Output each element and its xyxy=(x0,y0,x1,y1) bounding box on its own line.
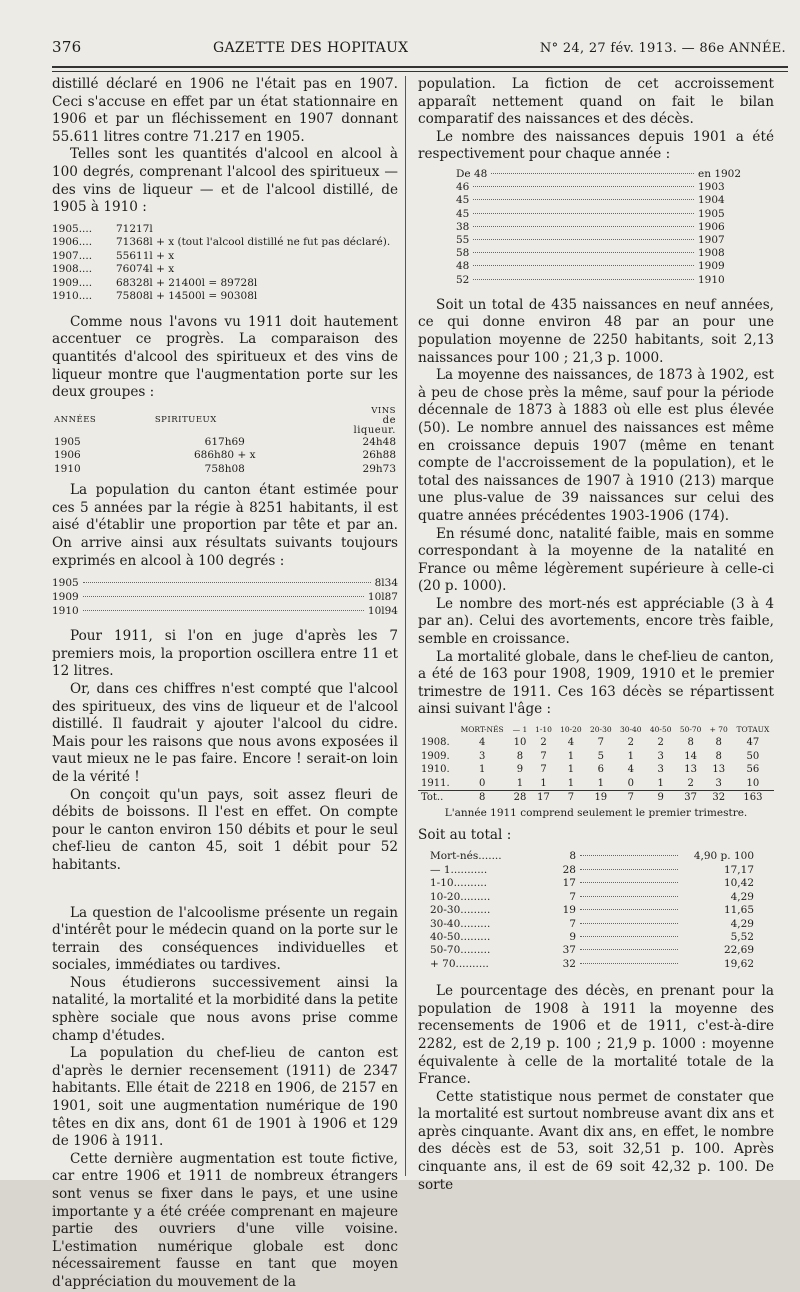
value-cell: 163 xyxy=(743,792,763,804)
birth-count: De 48 xyxy=(456,167,488,180)
value: 10l94 xyxy=(367,605,398,618)
paragraph: En résumé donc, natalité faible, mais en somme correspondant à la moyenne de la natalité en France ou même légèrement supérieure à celle-ci (20 p. 1000). xyxy=(418,525,774,595)
col-header: ANNÉES xyxy=(54,415,97,426)
list-item xyxy=(52,576,398,590)
birth-year: 1905 xyxy=(698,207,725,220)
col-header: 50-70 xyxy=(679,725,702,735)
value-cell: 7 xyxy=(597,737,604,749)
row-label: 1911. xyxy=(418,777,456,791)
table-row xyxy=(52,263,390,277)
list-item xyxy=(456,208,736,221)
paragraph: population. La fiction de cet accroissement apparaît nettement quand on fait le bilan comparatif des naissances et des décès. xyxy=(418,76,774,128)
row-label: 1910. xyxy=(421,764,450,776)
paragraph: La mortalité globale, dans le chef-lieu de canton, a été de 163 pour 1908, 1909, 1910 et le premier trimestre de 1911. Ces 163 décès se répartissent ainsi suivant l'âge : xyxy=(418,648,774,718)
col-header: 30-40 xyxy=(619,725,642,735)
value-cell: 7 xyxy=(627,792,634,804)
table-row xyxy=(52,236,390,250)
age-group: 1-10.......... xyxy=(430,877,487,890)
paragraph: La moyenne des naissances, de 1873 à 1902, est à peu de chose près la même, sauf pour la période décennale de 1873 à 1883 où elle est plus élevée (50). Le nombre annuel des naissances est même en croissance depuis 1907 (même en tenant compte de l'accroissement de la population), et le total des naissances de 1907 à 1910 (213) marque une plus-value de 39 naissances sur celui des quatre années précédentes 1903-1906 (174). xyxy=(418,367,774,524)
leader-dots xyxy=(580,896,678,897)
value-cell: 3 xyxy=(706,777,732,791)
value-cell: 4 xyxy=(627,764,634,776)
year-cell: 1907.... xyxy=(52,249,93,262)
wine-cell: 29h73 xyxy=(362,462,396,475)
birth-year: 1906 xyxy=(698,220,725,233)
value-cell: 76074l + x xyxy=(116,263,175,276)
list-item xyxy=(430,864,754,877)
col-header xyxy=(418,723,456,736)
list-item xyxy=(456,194,736,207)
birth-year: 1907 xyxy=(698,233,725,246)
value-cell: 3 xyxy=(478,750,486,762)
percentage: 5,52 xyxy=(730,930,754,943)
list-item xyxy=(430,904,754,917)
row-label: Tot.. xyxy=(421,792,444,804)
percentage: 22,69 xyxy=(723,944,754,957)
paragraph: Soit un total de 435 naissances en neuf années, ce qui donne environ 48 par an pour une population moyenne de 2250 habitants, soit 2,13 naissances pour 100 ; 21,3 p. 1000. xyxy=(418,296,774,366)
totals-title: Soit au total : xyxy=(418,826,512,843)
value-cell: 8 xyxy=(715,750,722,762)
leader-dots xyxy=(473,252,694,253)
leader-dots xyxy=(491,173,694,174)
value-cell: 68328l + 21400l = 89728l xyxy=(116,276,258,289)
value-cell: 71368l + x (tout l'alcool distillé ne fut pas déclaré). xyxy=(116,236,391,249)
list-item xyxy=(430,944,754,957)
col-header: SPIRITUEUX xyxy=(154,415,217,426)
value-cell: 0 xyxy=(456,777,509,791)
value-cell: 1 xyxy=(627,750,634,762)
leader-dots xyxy=(473,213,694,214)
column-separator xyxy=(405,76,406,1176)
list-item xyxy=(456,221,736,234)
paragraph: Cette dernière augmentation est toute fictive, car entre 1906 et 1911 de nombreux étrangers sont venus se fixer dans le pays, et une usine importante y a été créée comprenant en majeure partie des ouvriers d'une ville voisine. L'estimation numérique globale est donc nécessairement fausse en tant que moyen d'appréciation du mouvement de la xyxy=(52,1150,398,1290)
col-header: 1-10 xyxy=(535,725,552,735)
list-item xyxy=(456,260,736,273)
birth-count: 58 xyxy=(456,247,470,260)
table-note: L'année 1911 comprend seulement le premier trimestre. xyxy=(444,807,748,820)
value-cell: 28 xyxy=(513,792,527,804)
value-cell: 3 xyxy=(657,764,664,776)
year-cell: 1908.... xyxy=(52,263,93,276)
age-group: 50-70......... xyxy=(430,944,491,957)
list-item xyxy=(456,247,736,260)
value-cell: 2 xyxy=(676,777,706,791)
value-cell: 1 xyxy=(567,750,575,762)
table-row xyxy=(418,736,774,749)
paragraph: Comme nous l'avons vu 1911 doit hautement accentuer ce progrès. La comparaison des quantités d'alcool des spiritueux et des vins de liqueur montre que l'augmentation porte sur les deux groupes : xyxy=(52,313,398,401)
table-row xyxy=(52,449,398,463)
col-header: 10-20 xyxy=(560,725,582,735)
spirits-cell: 686h80 + x xyxy=(193,449,256,462)
value-cell: 10 xyxy=(732,777,774,791)
value-cell: 7 xyxy=(567,792,575,804)
list-item xyxy=(430,918,754,931)
list-item xyxy=(430,958,754,971)
value-cell: 13 xyxy=(684,764,697,776)
percentage: 10,42 xyxy=(723,877,754,890)
value-cell: 13 xyxy=(712,764,726,776)
value-cell: 32 xyxy=(712,792,726,804)
paragraph: Le nombre des mort-nés est appréciable (3 à 4 par an). Celui des avortements, encore très faible, semble en croissance. xyxy=(418,595,774,648)
age-group: Mort-nés....... xyxy=(430,850,502,863)
value-count: 17 xyxy=(562,877,576,890)
col-header: — 1 xyxy=(512,725,528,735)
year-cell: 1905 xyxy=(54,435,81,448)
leader-dots xyxy=(580,909,678,910)
value: 8l34 xyxy=(374,577,398,590)
table-row xyxy=(52,223,390,237)
age-group: — 1........... xyxy=(430,863,488,876)
value-count: 28 xyxy=(562,863,576,876)
row-label: 1909. xyxy=(421,750,450,762)
value-cell: 4 xyxy=(478,737,486,749)
issue-info: N° 24, 27 fév. 1913. — 86e ANNÉE. xyxy=(539,41,786,56)
age-group: 30-40......... xyxy=(430,917,491,930)
birth-year: 1910 xyxy=(698,273,725,286)
value-cell: 6 xyxy=(597,764,604,776)
wine-cell: 24h48 xyxy=(362,435,396,448)
spirits-wine-table xyxy=(52,406,398,477)
value-cell: 9 xyxy=(657,792,664,804)
table-row xyxy=(52,463,398,477)
list-item xyxy=(456,234,736,247)
value-cell: 10 xyxy=(513,737,527,749)
percentage: 4,29 xyxy=(730,890,754,903)
age-group: 40-50......... xyxy=(430,930,491,943)
value: 10l87 xyxy=(367,591,398,604)
percentage: 11,65 xyxy=(723,904,754,917)
birth-count: 45 xyxy=(456,207,470,220)
paragraph: La population du canton étant estimée pour ces 5 années par la régie à 8251 habitants, il est aisé d'établir une proportion par tête et par an. On arrive ainsi aux résultats suivants toujours exprimés en alcool à 100 degrés : xyxy=(52,482,398,569)
birth-count: 38 xyxy=(456,220,470,233)
value-cell: 1 xyxy=(556,777,586,791)
value-cell: 55611l + x xyxy=(116,249,175,262)
age-group: 20-30......... xyxy=(430,904,491,917)
value-cell: 7 xyxy=(540,764,547,776)
paragraph: La question de l'alcoolisme présente un regain d'intérêt pour le médecin quand on la porte sur le terrain des conséquences individuelles et sociales, immédiates ou tardives. xyxy=(52,904,398,974)
value-cell: 7 xyxy=(540,750,547,762)
col-header: + 70 xyxy=(709,725,728,735)
year-cell: 1910.... xyxy=(52,290,93,303)
leader-dots xyxy=(580,855,678,856)
leader-dots xyxy=(473,199,694,200)
year: 1910 xyxy=(52,605,79,618)
value-count: 7 xyxy=(569,890,576,903)
alcohol-by-year-table xyxy=(52,223,390,304)
percentage: 4,29 xyxy=(730,917,754,930)
leader-dots xyxy=(473,279,694,280)
value-cell: 75808l + 14500l = 90308l xyxy=(116,290,258,303)
paragraph: Pour 1911, si l'on en juge d'après les 7 premiers mois, la proportion oscillera entre 11 et 12 litres. xyxy=(52,628,398,680)
value-count: 9 xyxy=(569,930,576,943)
value-count: 32 xyxy=(562,957,576,970)
spirits-cell: 617h69 xyxy=(204,435,245,448)
leader-dots xyxy=(580,869,678,870)
col-header: TOTAUX xyxy=(736,725,770,735)
value-cell: 3 xyxy=(657,750,664,762)
percentage: 4,90 p. 100 xyxy=(693,850,754,863)
birth-count: 52 xyxy=(456,273,470,286)
birth-year: 1904 xyxy=(698,194,725,207)
value-cell: 14 xyxy=(684,750,697,762)
table-row xyxy=(418,763,774,776)
value-cell: 56 xyxy=(746,764,760,776)
year-cell: 1910 xyxy=(54,462,81,475)
list-item xyxy=(456,274,736,287)
value-cell: 47 xyxy=(746,737,760,749)
list-item xyxy=(430,877,754,890)
year-cell: 1909.... xyxy=(52,276,93,289)
value-cell: 2 xyxy=(627,737,634,749)
page-number: 376 xyxy=(52,38,82,56)
header-rule xyxy=(52,66,788,72)
paragraph: Telles sont les quantités d'alcool en alcool à 100 degrés, comprenant l'alcool des spiritueux — des vins de liqueur — et de l'alcool distillé, de 1905 à 1910 : xyxy=(52,146,398,216)
journal-title: GAZETTE DES HOPITAUX xyxy=(213,40,409,56)
value-cell: 8 xyxy=(687,737,694,749)
year-cell: 1905.... xyxy=(52,222,93,235)
leader-dots xyxy=(580,923,678,924)
paragraph: distillé déclaré en 1906 ne l'était pas en 1907. Ceci s'accuse en effet par un état stationnaire en 1906 et par un fléchissement en 1907 donnant 55.611 litres contre 71.217 en 1905. xyxy=(52,76,398,145)
table-row xyxy=(418,777,774,791)
paragraph: Le nombre des naissances depuis 1901 a été respectivement pour chaque année : xyxy=(418,128,774,163)
value-cell: 8 xyxy=(516,750,524,762)
birth-count: 46 xyxy=(456,181,470,194)
percentage: 17,17 xyxy=(723,863,754,876)
year-cell: 1906.... xyxy=(52,236,93,249)
year: 1909 xyxy=(52,591,79,604)
value-cell: 1 xyxy=(509,777,531,791)
value-cell: 5 xyxy=(597,750,604,762)
paragraph: Or, dans ces chiffres n'est compté que l'alcool des spiritueux, des vins de liqueur et de l'alcool distillé. Il faudrait y ajouter l'alcool du cidre. Mais pour les raisons que nous avons exposées il vaut mieux ne le pas faire. Encore ! serait-on loin de la vérité ! xyxy=(52,680,398,785)
value-cell: 17 xyxy=(537,792,550,804)
table-row xyxy=(418,791,774,805)
birth-count: 48 xyxy=(456,260,470,273)
per-head-list xyxy=(52,576,398,618)
wine-cell: 26h88 xyxy=(362,449,396,462)
birth-year: 1909 xyxy=(698,260,725,273)
value-cell: 1 xyxy=(567,764,575,776)
birth-count: 55 xyxy=(456,233,470,246)
paragraph: On conçoit qu'un pays, soit assez fleuri de débits de boissons. Il l'est en effet. On compte pour le canton environ 150 débits et pour le seul chef-lieu de canton 45, soit 1 débit pour 52 habitants. xyxy=(52,786,398,873)
leader-dots xyxy=(580,963,678,964)
age-group: + 70.......... xyxy=(430,957,489,970)
spirits-cell: 758h08 xyxy=(204,462,245,475)
table-row xyxy=(52,250,390,264)
table-row xyxy=(52,277,390,291)
leader-dots xyxy=(83,582,371,583)
list-item xyxy=(430,931,754,944)
leader-dots xyxy=(473,226,694,227)
value-cell: 8 xyxy=(715,737,722,749)
row-label: 1908. xyxy=(421,737,450,749)
list-item xyxy=(430,891,754,904)
value-cell: 9 xyxy=(516,764,524,776)
value-cell: 2 xyxy=(657,737,664,749)
col-header: 20-30 xyxy=(590,725,612,735)
leader-dots xyxy=(473,265,694,266)
col-header: MORT-NÉS xyxy=(460,725,504,735)
birth-year: en 1902 xyxy=(698,167,742,180)
paragraph: Cette statistique nous permet de constater que la mortalité est surtout nombreuse avant dix ans et après cinquante. Avant dix ans, en effet, le nombre des décès est de 53, soit 32,51 p. 100. Après cinquante ans, il est de 69 soit 42,32 p. 100. De sorte xyxy=(418,1088,774,1193)
value-cell: 0 xyxy=(616,777,646,791)
right-column xyxy=(418,76,774,1194)
value-cell: 1 xyxy=(586,777,616,791)
value-cell: 50 xyxy=(746,750,760,762)
value-count: 19 xyxy=(562,904,576,917)
value-cell: 1 xyxy=(646,777,676,791)
left-column xyxy=(52,76,398,1292)
leader-dots xyxy=(580,882,678,883)
value-cell: 2 xyxy=(540,737,547,749)
value-cell: 4 xyxy=(567,737,575,749)
col-header: VINS de liqueur. xyxy=(353,405,396,436)
value-cell: 1 xyxy=(478,764,486,776)
leader-dots xyxy=(580,949,678,950)
col-header: 40-50 xyxy=(649,725,672,735)
running-header xyxy=(52,38,786,60)
paragraph: La population du chef-lieu de canton est d'après le dernier recensement (1911) de 2347 habitants. Elle était de 2218 en 1906, de 2157 en 1901, soit une augmentation numérique de 190 têtes en dix ans, dont 61 de 1901 à 1906 et 129 de 1906 à 1911. xyxy=(52,1045,398,1150)
leader-dots xyxy=(83,596,364,597)
table-row xyxy=(52,290,390,304)
value-count: 37 xyxy=(562,944,576,957)
leader-dots xyxy=(83,610,364,611)
value-cell: 37 xyxy=(684,792,697,804)
list-item xyxy=(52,604,398,618)
births-list xyxy=(456,167,742,287)
table-row xyxy=(52,436,398,450)
birth-year: 1903 xyxy=(698,181,725,194)
paragraph: Nous étudierons successivement ainsi la natalité, la mortalité et la morbidité dans la petite sphère sociale que nous avons prise comme champ d'études. xyxy=(52,974,398,1044)
paragraph: Le pourcentage des décès, en prenant pour la population de 1908 à 1911 la moyenne des recensements de 1906 et de 1911, c'est-à-dire 2282, est de 2,19 p. 100 ; 21,9 p. 1000 : moyenne équivalente à celle de la mortalité totale de la France. xyxy=(418,983,774,1088)
leader-dots xyxy=(473,239,694,240)
percentage: 19,62 xyxy=(723,957,754,970)
leader-dots xyxy=(473,186,694,187)
table-row xyxy=(418,750,774,763)
year: 1905 xyxy=(52,577,79,590)
value-count: 8 xyxy=(569,850,576,863)
value-cell: 71217l xyxy=(116,222,153,235)
mortality-table xyxy=(418,723,774,804)
age-group: 10-20......... xyxy=(430,890,491,903)
list-item xyxy=(430,850,754,863)
list-item xyxy=(456,181,736,194)
value-cell: 8 xyxy=(478,792,486,804)
value-cell: 1 xyxy=(531,777,556,791)
list-item xyxy=(52,590,398,604)
list-item xyxy=(456,167,742,181)
year-cell: 1906 xyxy=(54,449,81,462)
value-cell: 19 xyxy=(594,792,608,804)
totals-list xyxy=(430,850,754,971)
value-count: 7 xyxy=(569,917,576,930)
birth-count: 45 xyxy=(456,194,470,207)
birth-year: 1908 xyxy=(698,247,725,260)
leader-dots xyxy=(580,936,678,937)
